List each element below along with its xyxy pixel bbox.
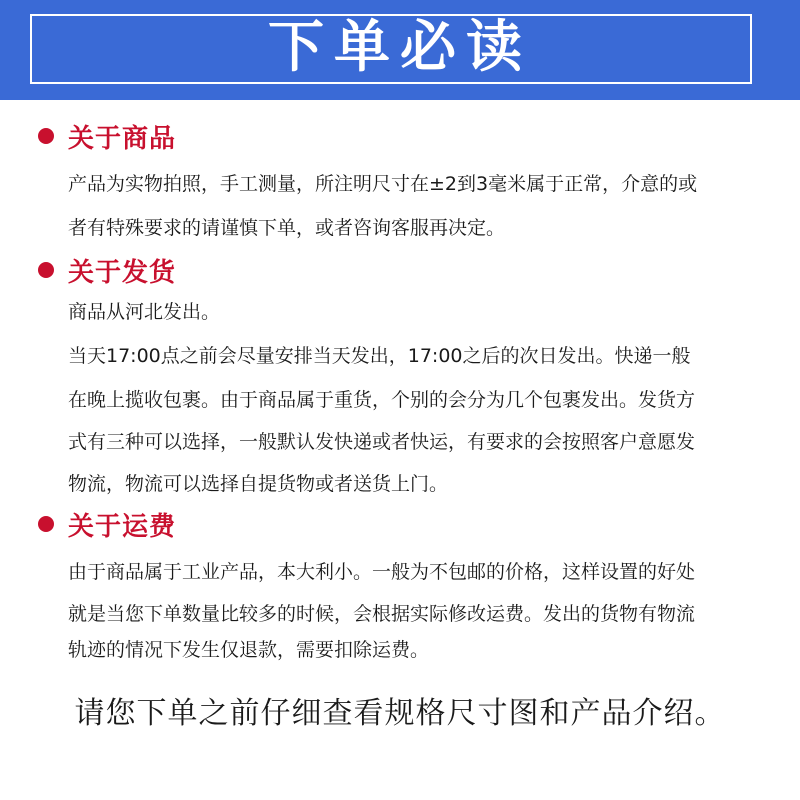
bullet-dot-icon: [38, 262, 54, 278]
paragraph-line: 当天17:00点之前会尽量安排当天发出，17:00之后的次日发出。快递一般: [68, 345, 691, 367]
section-heading: [38, 252, 176, 288]
section-heading: [38, 118, 176, 154]
section-title-freight: 关于运费: [68, 511, 177, 542]
bullet-dot-icon: [38, 128, 54, 144]
footer-note: 请您下单之前仔细查看规格尺寸图和产品介绍。: [74, 696, 726, 731]
paragraph-line: 轨迹的情况下发生仅退款，需要扣除运费。: [68, 639, 430, 661]
paragraph-line: 由于商品属于工业产品，本大利小。一般为不包邮的价格，这样设置的好处: [68, 561, 696, 583]
header-banner: [0, 0, 800, 100]
bullet-dot-icon: [38, 516, 54, 532]
paragraph-line: 就是当您下单数量比较多的时候，会根据实际修改运费。发出的货物有物流: [68, 603, 696, 625]
section-title-product: 关于商品: [68, 123, 177, 154]
page-title: 下单必读: [268, 15, 532, 80]
paragraph-line: 在晚上揽收包裹。由于商品属于重货，个别的会分为几个包裹发出。发货方: [68, 389, 696, 411]
paragraph-line: 产品为实物拍照，手工测量，所注明尺寸在±2到3毫米属于正常，介意的或: [68, 173, 698, 195]
paragraph-line: 者有特殊要求的请谨慎下单，或者咨询客服再决定。: [68, 217, 506, 239]
paragraph-line: 物流，物流可以选择自提货物或者送货上门。: [68, 473, 449, 495]
section-heading: [38, 506, 176, 542]
paragraph-line: 商品从河北发出。: [68, 301, 221, 323]
section-title-shipping: 关于发货: [68, 257, 177, 288]
paragraph-line: 式有三种可以选择，一般默认发快递或者快运，有要求的会按照客户意愿发: [68, 431, 696, 453]
